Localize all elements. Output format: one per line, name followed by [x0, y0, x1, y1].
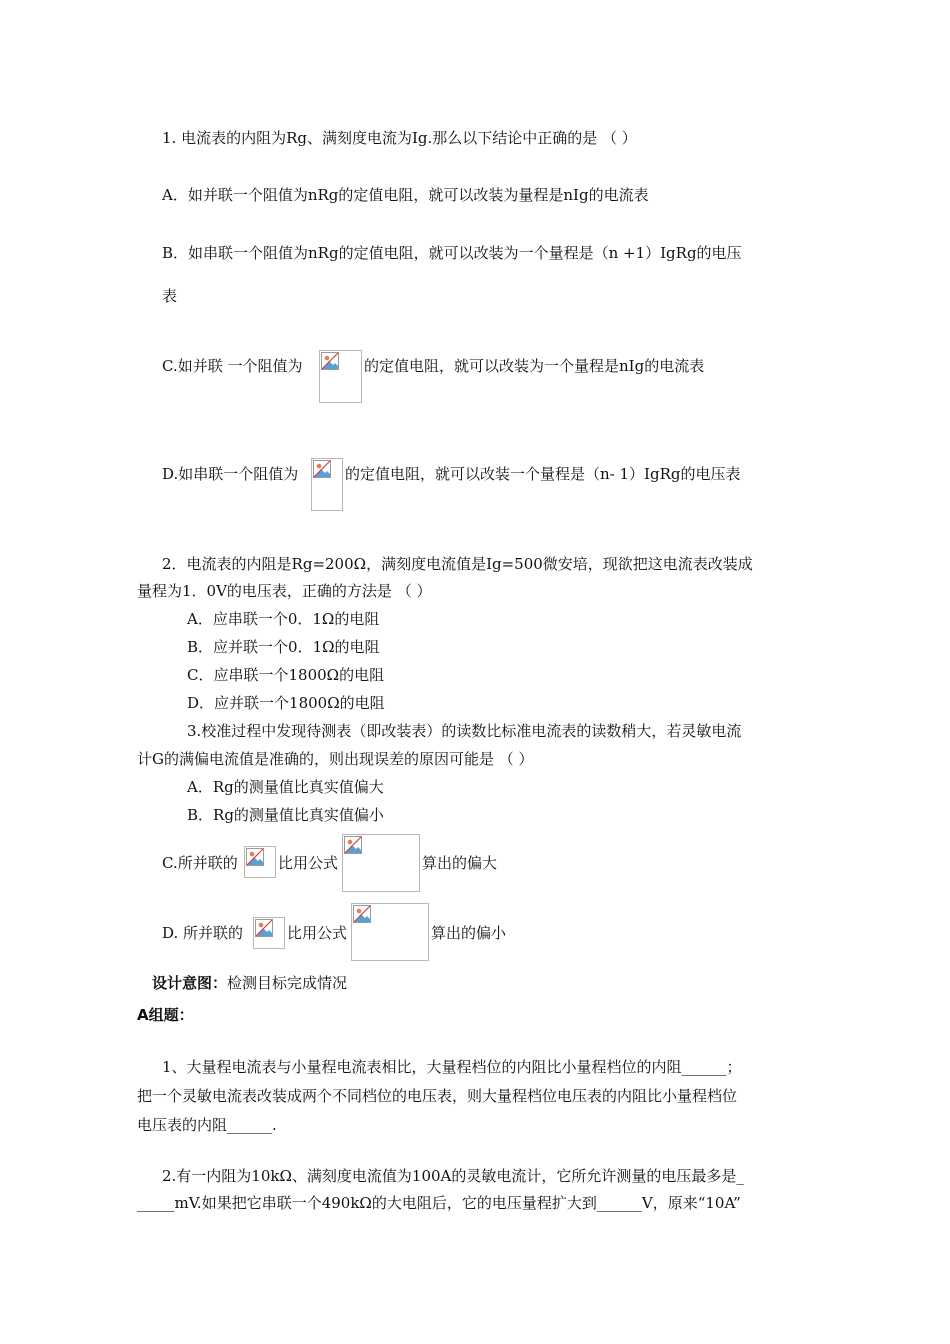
broken-image-icon	[253, 917, 285, 949]
group-a-p2-line1: 2.有一内阻为10kΩ、满刻度电流值为100A的灵敏电流计，它所允许测量的电压最多是_	[162, 1167, 744, 1185]
broken-image-icon	[244, 846, 276, 878]
q1-option-b-line2: 表	[162, 287, 178, 305]
q2-stem-line2: 量程为1．0V的电压表，正确的方法是 （ ）	[137, 582, 432, 600]
q1-option-d-suffix: 的定值电阻，就可以改装一个量程是（n- 1）IgRg的电压表	[345, 465, 741, 483]
q1-option-a: A．如并联一个阻值为nRg的定值电阻，就可以改装为量程是nIg的电流表	[162, 186, 649, 204]
q1-option-c-prefix: C.如并联 一个阻值为	[162, 357, 303, 375]
design-intent-text: 检测目标完成情况	[227, 974, 348, 992]
group-a-p1-line2: 把一个灵敏电流表改装成两个不同档位的电压表，则大量程档位电压表的内阻比小量程档位	[137, 1087, 738, 1105]
broken-image-icon	[319, 350, 362, 403]
design-intent-label: 设计意图：	[152, 974, 228, 992]
q3-option-d-prefix: D. 所并联的	[162, 924, 244, 942]
q2-stem-line1: 2．电流表的内阻是Rg=200Ω，满刻度电流值是Ig=500微安培，现欲把这电流表改装成	[162, 555, 753, 573]
q2-option-c: C．应串联一个1800Ω的电阻	[187, 666, 385, 684]
q1-stem: 1. 电流表的内阻为Rg、满刻度电流为Ig.那么以下结论中正确的是 （ ）	[162, 129, 637, 147]
group-a-heading: A组题：	[137, 1006, 194, 1024]
q1-option-b-line1: B．如串联一个阻值为nRg的定值电阻，就可以改装为一个量程是（n +1）IgRg的电压	[162, 244, 742, 262]
q1-option-d-prefix: D.如串联一个阻值为	[162, 465, 299, 483]
broken-image-icon	[311, 458, 343, 511]
q3-stem-line1: 3.校准过程中发现待测表（即改装表）的读数比标准电流表的读数稍大，若灵敏电流	[187, 722, 742, 740]
broken-image-icon	[351, 903, 429, 961]
q1-option-c-suffix: 的定值电阻，就可以改装为一个量程是nIg的电流表	[364, 357, 705, 375]
q2-option-b: B．应并联一个0．1Ω的电阻	[187, 638, 380, 656]
group-a-p2-line2: _____mV.如果把它串联一个490kΩ的大电阻后，它的电压量程扩大到______V，原来“10A”	[137, 1194, 741, 1212]
q3-option-a: A．Rg的测量值比真实值偏大	[187, 778, 384, 796]
q3-stem-line2: 计G的满偏电流值是准确的，则出现误差的原因可能是 （ ）	[137, 750, 534, 768]
q3-option-c-suffix: 算出的偏大	[422, 854, 498, 872]
q3-option-c-middle: 比用公式	[278, 854, 339, 872]
group-a-p1-line3: 电压表的内阻______.	[137, 1116, 277, 1134]
design-intent	[152, 972, 347, 994]
q3-option-b: B．Rg的测量值比真实值偏小	[187, 806, 384, 824]
broken-image-icon	[342, 834, 420, 892]
q3-option-d-middle: 比用公式	[287, 924, 348, 942]
q2-option-a: A．应串联一个0．1Ω的电阻	[187, 610, 380, 628]
group-a-p1-line1: 1、大量程电流表与小量程电流表相比，大量程档位的内阻比小量程档位的内阻______；	[162, 1058, 742, 1076]
q3-option-d-suffix: 算出的偏小	[431, 924, 507, 942]
q3-option-c-prefix: C.所并联的	[162, 854, 238, 872]
q2-option-d: D．应并联一个1800Ω的电阻	[187, 694, 385, 712]
